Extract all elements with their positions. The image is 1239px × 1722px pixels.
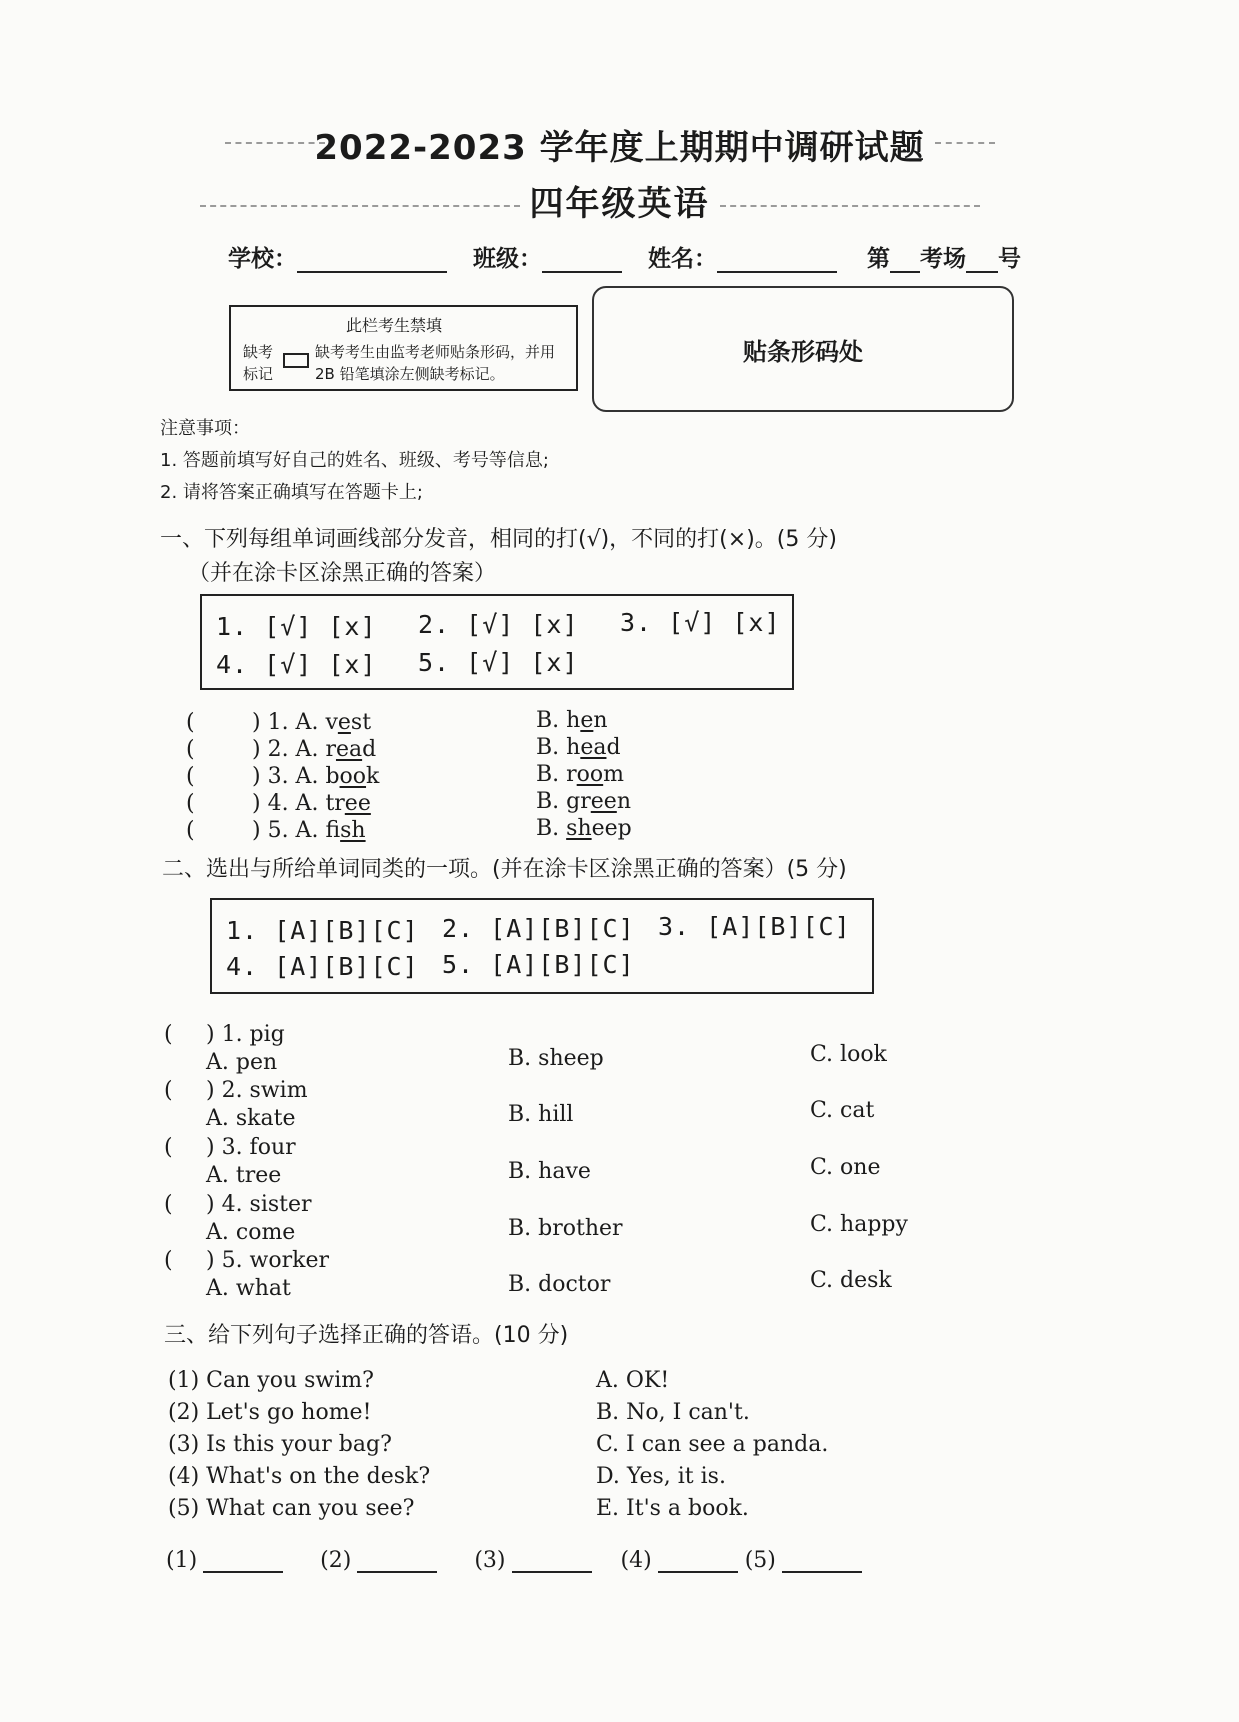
s3-blank-3[interactable] [512,1549,592,1573]
s2-q2-paren[interactable]: ( [164,1078,173,1103]
s3-blank-label-3: (3) [474,1548,506,1573]
s3-answer-d: D. Yes, it is. [596,1464,726,1489]
s2-q4-paren[interactable]: ( [164,1192,173,1217]
s1-q5-option-b: B. sheep [536,816,632,841]
s1-q2-option-b: B. head [536,735,621,760]
s2-q2-option-c: C. cat [810,1098,875,1123]
absent-instruction-1: 缺考考生由监考老师贴条形码，并用 [315,343,556,361]
s3-blank-label-2: (2) [320,1548,352,1573]
s1-q1-paren[interactable]: ( [186,710,195,735]
class-label: 班级： [473,246,543,272]
seat-number-field[interactable] [966,247,998,273]
s2-q5-stem: ) 5. worker [206,1248,330,1273]
section3-heading: 三、给下列句子选择正确的答语。(10 分) [164,1323,569,1348]
absent-mark-checkbox[interactable] [283,353,309,368]
barcode-label: 贴条形码处 [743,338,863,366]
section1-answer-card [200,594,794,690]
student-info-line [228,240,1021,273]
s3-blank-label-1: (1) [166,1548,198,1573]
s3-answer-blanks [166,1548,862,1573]
name-field[interactable] [717,247,837,273]
s2-q1-option-a: A. pen [206,1050,278,1075]
s3-blank-label-5: (5) [744,1548,776,1573]
s3-question-5: (5) What can you see? [168,1496,415,1521]
note-item-2: 2. 请将答案正确填写在答题卡上; [160,482,423,503]
s2-bubble-2[interactable]: 2. [A][B][C] [442,914,635,943]
room-prefix: 第 [867,246,891,272]
s2-q3-stem: ) 3. four [206,1135,296,1160]
name-label: 姓名： [648,246,718,272]
number-label: 号 [998,246,1022,272]
section1-heading: 一、下列每组单词画线部分发音，相同的打(√)，不同的打(×)。(5 分) [160,527,837,552]
section2-heading: 二、选出与所给单词同类的一项。(并在涂卡区涂黑正确的答案）(5 分) [162,857,847,882]
s2-q5-paren[interactable]: ( [164,1248,173,1273]
s1-bubble-2[interactable]: 2. [√] [x] [418,610,579,639]
s1-bubble-4[interactable]: 4. [√] [x] [216,650,377,679]
s1-q4-option-b: B. green [536,789,631,814]
s2-q4-stem: ) 4. sister [206,1192,312,1217]
room-label: 考场 [920,246,967,272]
s3-answer-c: C. I can see a panda. [596,1432,829,1457]
room-number-field[interactable] [890,247,920,273]
s2-bubble-1[interactable]: 1. [A][B][C] [226,916,419,945]
absent-mark-label-2: 标记 [243,365,274,383]
class-field[interactable] [542,247,622,273]
notes-heading: 注意事项： [160,418,250,439]
s2-q5-option-a: A. what [206,1276,291,1301]
s3-answer-a: A. OK! [596,1368,670,1393]
s3-blank-4[interactable] [658,1549,738,1573]
s1-q2-option-a: ) 2. A. read [252,737,377,762]
s3-blank-5[interactable] [782,1549,862,1573]
s3-question-3: (3) Is this your bag? [168,1432,392,1457]
s2-q5-option-b: B. doctor [508,1272,611,1297]
s2-q1-option-c: C. look [810,1042,887,1067]
absent-box-heading: 此栏考生禁填 [346,316,443,335]
absent-mark-label-1: 缺考 [243,343,274,361]
s2-q4-option-a: A. come [206,1220,296,1245]
s1-q3-option-a: ) 3. A. book [252,764,380,789]
exam-subtitle: 四年级英语 [529,184,710,224]
s2-q1-stem: ) 1. pig [206,1022,285,1047]
s2-bubble-5[interactable]: 5. [A][B][C] [442,950,635,979]
s3-answer-e: E. It's a book. [596,1496,749,1521]
s1-q1-option-b: B. hen [536,708,608,733]
s1-q3-paren[interactable]: ( [186,764,195,789]
school-label: 学校： [228,246,297,272]
s2-q3-option-c: C. one [810,1155,881,1180]
section2-answer-card [210,898,874,994]
s3-answer-b: B. No, I can't. [596,1400,750,1425]
s3-question-1: (1) Can you swim? [168,1368,374,1393]
s2-q2-option-a: A. skate [206,1106,296,1131]
s2-bubble-3[interactable]: 3. [A][B][C] [658,912,851,941]
section1-subheading: （并在涂卡区涂黑正确的答案） [188,561,497,586]
s1-bubble-3[interactable]: 3. [√] [x] [620,608,781,637]
absent-mark-box [229,305,578,391]
s2-q5-option-c: C. desk [810,1268,892,1293]
s1-q2-paren[interactable]: ( [186,737,195,762]
s2-q4-option-b: B. brother [508,1216,623,1241]
s2-q2-stem: ) 2. swim [206,1078,308,1103]
s1-bubble-5[interactable]: 5. [√] [x] [418,648,579,677]
exam-title: 2022-2023 学年度上期期中调研试题 [314,128,925,168]
s3-question-2: (2) Let's go home! [168,1400,372,1425]
s1-q5-option-a: ) 5. A. fish [252,818,366,843]
s2-q1-option-b: B. sheep [508,1046,604,1071]
s1-q3-option-b: B. room [536,762,625,787]
s1-q4-paren[interactable]: ( [186,791,195,816]
barcode-area [592,286,1014,412]
s2-q3-option-b: B. have [508,1159,591,1184]
s2-q3-option-a: A. tree [206,1163,282,1188]
s1-bubble-1[interactable]: 1. [√] [x] [216,612,377,641]
s2-q3-paren[interactable]: ( [164,1135,173,1160]
s3-blank-2[interactable] [357,1549,437,1573]
s2-q1-paren[interactable]: ( [164,1022,173,1047]
s2-bubble-4[interactable]: 4. [A][B][C] [226,952,419,981]
s1-q1-option-a: ) 1. A. vest [252,710,372,735]
s1-q5-paren[interactable]: ( [186,818,195,843]
absent-instruction-2: 2B 铅笔填涂左侧缺考标记。 [315,365,505,383]
s3-blank-label-4: (4) [620,1548,652,1573]
s1-q4-option-a: ) 4. A. tree [252,791,371,816]
s2-q2-option-b: B. hill [508,1102,574,1127]
note-item-1: 1. 答题前填写好自己的姓名、班级、考号等信息; [160,450,549,471]
s3-blank-1[interactable] [203,1549,283,1573]
school-field[interactable] [297,247,447,273]
s2-q4-option-c: C. happy [810,1212,908,1237]
s3-question-4: (4) What's on the desk? [168,1464,431,1489]
